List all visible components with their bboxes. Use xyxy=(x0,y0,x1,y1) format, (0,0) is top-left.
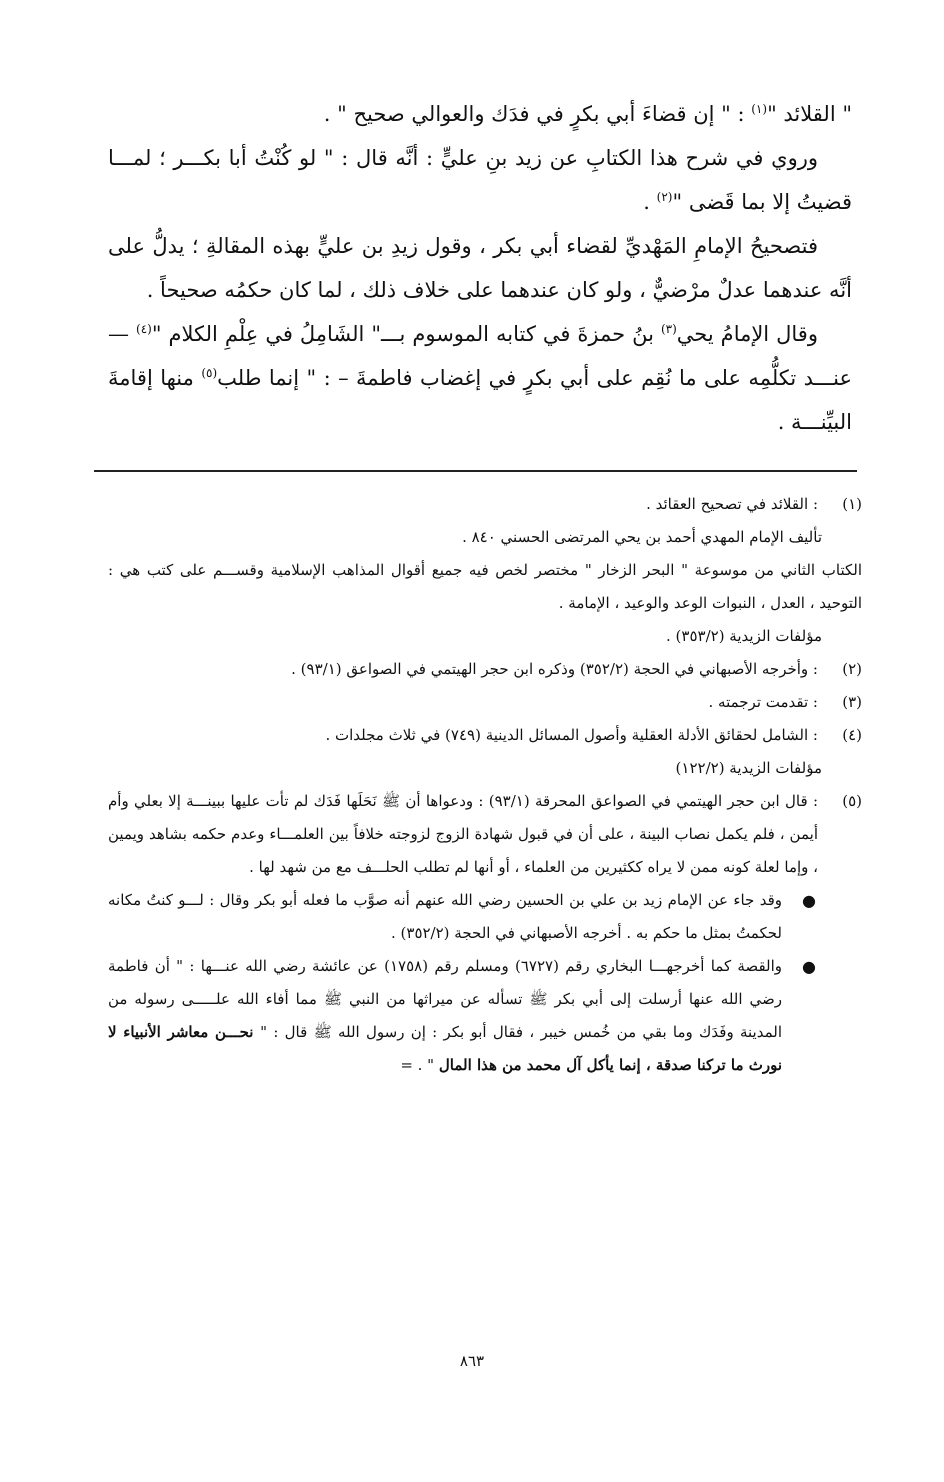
page-number: ٨٦٣ xyxy=(459,1352,485,1370)
footnote-number: (٤) xyxy=(842,726,862,744)
footnote-2 xyxy=(108,653,862,686)
main-text xyxy=(108,92,852,444)
footnote-ref-1[interactable]: (١) xyxy=(751,102,768,116)
footnote-number: (٥) xyxy=(842,792,862,810)
bullet-icon: ● xyxy=(802,957,816,976)
footnote-text: : وأخرجه الأصبهاني في الحجة (٣٥٢/٢) وذكره ابن حجر الهيتمي في الصواعق (٩٣/١) . xyxy=(291,660,818,678)
footnote-number: (١) xyxy=(842,495,862,513)
footnote-4 xyxy=(108,719,862,752)
footnote-1-detail-2: الكتاب الثاني من موسوعة " البحر الزخار " مختصر لخص فيه جميع أقوال المذاهب الإسلامية وقســـم على كتب هي : التوحيد ، العدل ، النبوات الوعد والوعيد ، الإمامة . xyxy=(108,561,862,612)
footnote-text: : الشامل لحقائق الأدلة العقلية وأصول المسائل الدينية (٧٤٩) في ثلاث مجلدات . xyxy=(325,726,818,744)
footnote-ref-3[interactable]: (٣) xyxy=(660,322,677,336)
footnote-separator xyxy=(94,470,857,472)
footnote-1-detail-3: مؤلفات الزيدية (٣٥٣/٢) . xyxy=(666,627,822,645)
footnote-ref-4[interactable]: (٤) xyxy=(136,322,152,336)
footnotes xyxy=(108,488,862,1082)
footnote-text: : تقدمت ترجمته . xyxy=(708,693,818,711)
footnote-4-detail-1: مؤلفات الزيدية (١٢٢/٢) xyxy=(675,759,822,777)
paragraph-4: وقال الإمامُ يحي$^{(٣)}$ بنُ حمزةَ في كتابه الموسوم بـــ" الشَامِلُ في عِلْمِ الكلام "$^{(٤)}$ — عنـــد تكلُّمِه على ما نُقِم على أبي بكرٍ في إغضاب فاطمةَ – : " إنما طلب$^{(٥)}$ منها إقامةَ البيِّنـــة . xyxy=(108,322,853,434)
hadith-quote: نحـــن معاشر الأنبياء لا نورث ما تركنا صدقة ، إنما يأكل آل محمد من هذا المال xyxy=(108,1023,782,1074)
footnote-1-detail-1: تأليف الإمام المهدي أحمد بن يحي المرتضى الحسني ٨٤٠ . xyxy=(462,528,822,546)
footnote-ref-2[interactable]: (٢) xyxy=(656,190,673,204)
footnote-text: : القلائد في تصحيح العقائد . xyxy=(646,495,818,513)
footnote-3 xyxy=(108,686,862,719)
paragraph-3: فتصحيحُ الإمامِ المَهْديِّ لقضاء أبي بكر ، وقول زيدِ بن عليٍّ بهذه المقالةِ ؛ يدلُّ على أنَّه عندهما عدلٌ مرْضيٌّ ، ولو كان عندهما على خلاف ذلك ، لما كان حكمُه صحيحاً . xyxy=(108,234,852,302)
footnote-ref-5[interactable]: (٥) xyxy=(201,366,218,380)
footnote-5-bullet-2: ● والقصة كما أخرجهـــا البخاري رقم (٦٧٢٧) ومسلم رقم (١٧٥٨) عن عائشة رضي الله عنـــها : " أن فاطمة رضي الله عنها أرسلت إلى أبي بكر ﷺ تسأله عن ميراثها من النبي ﷺ مما أفاء الله علـــــى رسوله من المدينة وفَدَك وما بقي من خُمس خيبر ، فقال أبو بكر : إن رسول الله ﷺ قال : " نحـــن معاشر الأنبياء لا نورث ما تركنا صدقة ، إنما يأكل آل محمد من هذا المال " . = xyxy=(108,950,862,1082)
footnote-number: (٣) xyxy=(842,693,862,711)
footnote-5 xyxy=(108,785,862,884)
paragraph-1: " القلائد "$^{(١)}$ : " إن قضاءَ أبي بكرٍ في فدَك والعوالي صحيح " . xyxy=(323,102,852,126)
bullet-icon: ● xyxy=(802,891,816,910)
footnote-1 xyxy=(108,488,862,521)
footnote-5-bullet-1: ● وقد جاء عن الإمام زيد بن علي بن الحسين رضي الله عنهم أنه صوَّب ما فعله أبو بكر وقال : لـــو كنتُ مكانه لحكمتُ بمثل ما حكم به . أخرجه الأصبهاني في الحجة (٣٥٢/٢) . xyxy=(108,884,862,950)
footnote-text: : قال ابن حجر الهيتمي في الصواعق المحرقة (٩٣/١) : ودعواها أن ﷺ نَحَلَها فَدَك لم تأت عليها ببينـــة إلا بعلي وأم أيمن ، فلم يكمل نصاب البينة ، على أن في قبول شهادة الزوج لزوجته خلافاً بين العلمـــاء وعدم حكمه بشاهد ويمين ، وإما لعلة كونه ممن لا يراه ككثيرين من العلماء ، أو أنها لم تطلب الحلـــف مع من شهد لها . xyxy=(108,792,818,876)
footnote-number: (٢) xyxy=(842,660,862,678)
paragraph-2: وروي في شرح هذا الكتابِ عن زيد بنِ عليٍّ : أنَّه قال : " لو كُنْتُ أبا بكـــر ؛ لمـــا قضيتُ إلا بما قَضى "$^{(٢)}$ . xyxy=(108,146,852,214)
